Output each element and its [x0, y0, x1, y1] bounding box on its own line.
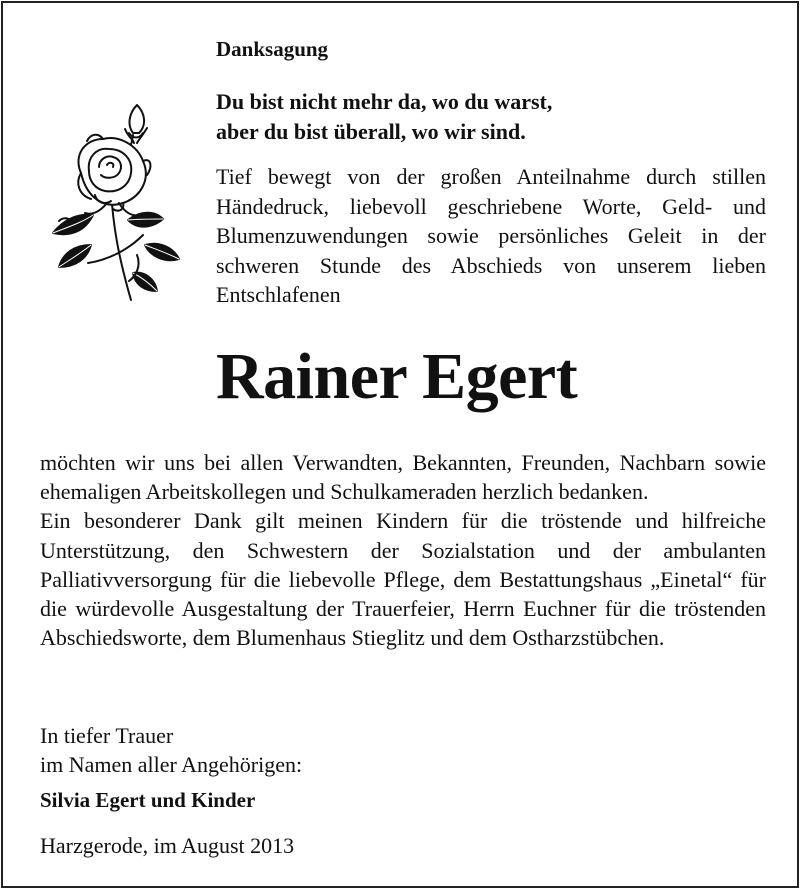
thanks-paragraph: möchten wir uns bei allen Verwandten, Bekannten, Freunden, Nachbarn sowie ehemaligen Arbeitskollegen und Schulkameraden herzlich bedanken. [40, 450, 766, 505]
notice-heading: Danksagung [216, 37, 329, 61]
intro-text: Tief bewegt von der großen Anteilnahme durch stillen Händedruck, liebevoll geschriebene Worte, Geld- und Blumenzuwendungen sowie persönliches Geleit in der schweren Stunde des Abschieds von unserem lieben Entschlafenen [216, 164, 766, 307]
thanks-text [40, 448, 766, 652]
verse-line: Du bist nicht mehr da, wo du warst, [216, 89, 553, 114]
verse [216, 87, 552, 147]
rose-icon [33, 95, 183, 310]
closing-line: im Namen aller Angehörigen: [40, 752, 303, 777]
place-date: Harzgerode, im August 2013 [40, 833, 295, 858]
verse-line: aber du bist überall, wo wir sind. [216, 119, 526, 144]
thanks-paragraph: Ein besonderer Dank gilt meinen Kindern für die tröstende und hilfreiche Unterstützung, den Schwestern der Sozialstation und der ambulanten Palliativversorgung für die liebevolle Pflege, dem Bestattungshaus „Einetal“ für die würdevolle Ausgestaltung der Trauerfeier, Herrn Euchner für die tröstenden Abschiedsworte, dem Blumenhaus Stieglitz und dem Ostharzstübchen. [40, 508, 766, 651]
closing-lines [40, 721, 302, 779]
obituary-notice [1, 1, 799, 888]
signature: Silvia Egert und Kinder [40, 788, 256, 812]
deceased-name: Rainer Egert [216, 340, 578, 413]
closing-line: In tiefer Trauer [40, 723, 174, 748]
